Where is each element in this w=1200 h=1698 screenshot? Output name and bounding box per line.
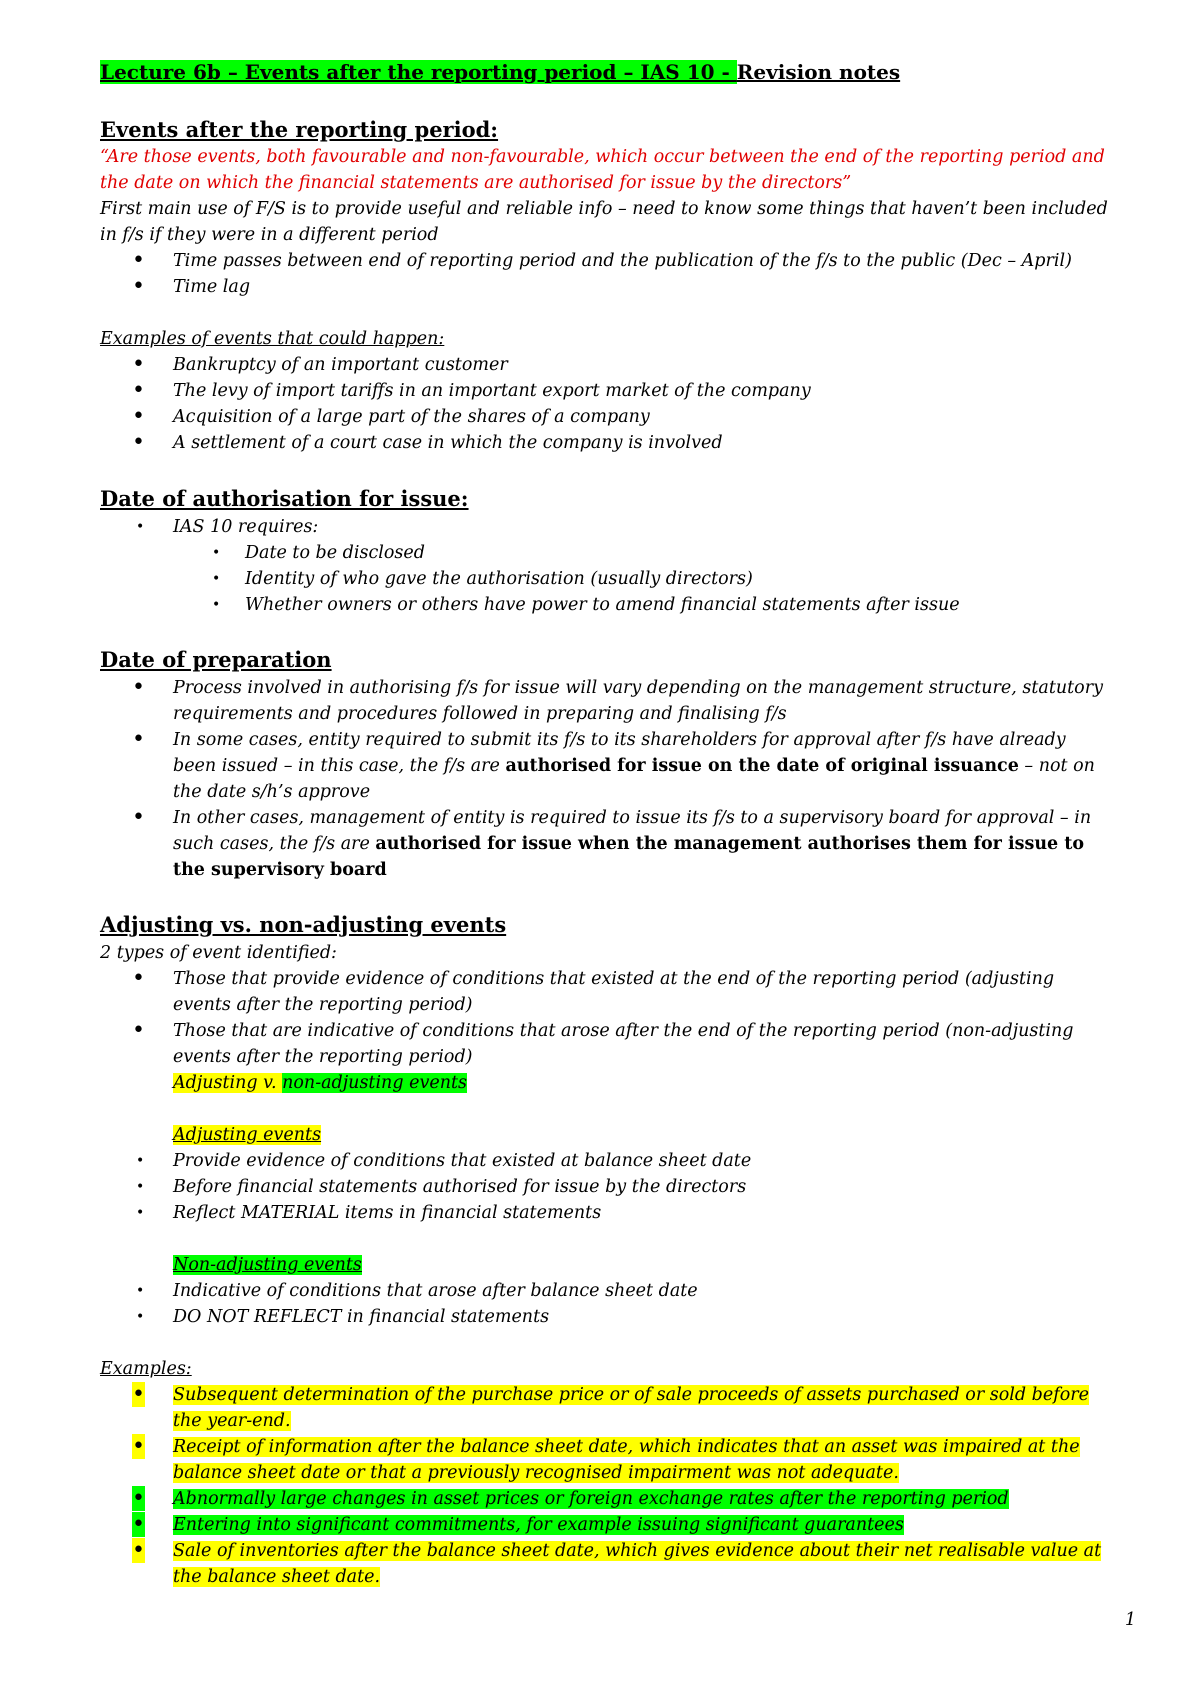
bullet-icon: • [136,1153,145,1169]
bullet-icon [132,1513,145,1537]
list-item: DO NOT REFLECT in financial statements [173,1307,550,1327]
list-item: The levy of import tariffs in an important export market of the company [173,381,811,401]
bullet-icon: • [132,1382,145,1407]
bullet-icon: • [132,1018,145,1043]
examples-label: Examples of events that could happen: [100,329,445,349]
page-number: 1 [1124,1610,1136,1630]
list-item [173,1487,1009,1511]
adjusting-events-label [173,1123,321,1147]
highlight-yellow: the year-end. [173,1411,291,1431]
text-run: – not on [1018,756,1095,776]
bullet-icon: • [132,248,145,273]
list-item: In other cases, management of entity is required to issue its f/s to a supervisory board for approval – in [173,808,1092,828]
highlight-yellow: Receipt of information after the balance sheet date, which indicates that an asset was impaired at the [173,1437,1080,1457]
title-suffix: Revision notes [736,60,901,84]
highlight-green: Non-adjusting events [173,1255,362,1275]
bullet-icon: • [212,597,221,613]
list-item: Date to be disclosed [245,543,425,563]
highlight-green: non-adjusting events [282,1073,467,1093]
bullet-icon: • [132,378,145,403]
highlight-yellow: Sale of inventories after the balance sheet date, which gives evidence about their net realisable value at [173,1541,1102,1561]
list-item: Bankruptcy of an important customer [173,355,508,375]
bullet-icon: • [132,274,145,299]
list-item: Those that are indicative of conditions that arose after the end of the reporting period (non-adjusting [173,1021,1074,1041]
list-item-cont [173,1565,380,1589]
bullet-icon: • [132,352,145,377]
list-item: Reflect MATERIAL items in financial statements [173,1203,602,1223]
heading-adjusting-vs-non: Adjusting vs. non-adjusting events [100,912,507,937]
list-item: Indicative of conditions that arose after balance sheet date [173,1281,698,1301]
bullet-icon: • [132,805,145,830]
list-item [173,1383,1089,1407]
list-item: Process involved in authorising f/s for issue will vary depending on the management structure, statutory [173,678,1103,698]
bullet-icon [132,1383,145,1407]
list-item [173,1539,1101,1563]
list-item: A settlement of a court case in which the company is involved [173,433,723,453]
list-item: In some cases, entity required to submit its f/s to its shareholders for approval after f/s have already [173,730,1066,750]
paragraph-line2: in f/s if they were in a different period [100,225,439,245]
bullet-icon: • [132,966,145,991]
list-item-cont [173,1409,291,1433]
bullet-icon: • [136,519,145,535]
bullet-icon: • [136,1179,145,1195]
list-item: Acquisition of a large part of the shares of a company [173,407,650,427]
list-item-cont: events after the reporting period) [173,1047,473,1067]
list-item-cont: events after the reporting period) [173,995,473,1015]
heading-events-after: Events after the reporting period: [100,117,499,142]
bullet-icon: • [132,1434,145,1459]
list-item: Identity of who gave the authorisation (usually directors) [245,569,753,589]
page-title [100,60,900,86]
text-run: been issued – in this case, the f/s are [173,756,506,776]
bullet-icon: • [212,571,221,587]
highlight-green: Abnormally large changes in asset prices or foreign exchange rates after the reporting period [173,1489,1009,1509]
list-item: Whether owners or others have power to amend financial statements after issue [245,595,960,615]
bullet-icon: • [132,675,145,700]
highlight-yellow: Adjusting v. [173,1073,283,1093]
bullet-icon [132,1539,145,1563]
highlight-yellow: Subsequent determination of the purchase price or of sale proceeds of assets purchased or sold before [173,1385,1089,1405]
bullet-icon: • [132,1512,145,1537]
list-item-cont: the date s/h’s approve [173,782,371,802]
bullet-icon: • [132,727,145,752]
bullet-icon: • [136,1205,145,1221]
highlight-yellow: the balance sheet date. [173,1567,381,1587]
list-item: Time lag [173,277,251,297]
list-item: Before financial statements authorised for issue by the directors [173,1177,747,1197]
heading-date-authorisation: Date of authorisation for issue: [100,486,469,511]
list-item [173,1435,1080,1459]
paragraph-line1: First main use of F/S is to provide useful and reliable info – need to know some things that haven’t been included [100,199,1108,219]
text-run: such cases, the f/s are [173,834,376,854]
highlight-green: Entering into significant commitments, for example issuing significant guarantees [173,1515,904,1535]
list-item: Time passes between end of reporting period and the publication of the f/s to the public (Dec – April) [173,251,1072,271]
list-item [173,1513,904,1537]
list-item: IAS 10 requires: [173,517,319,537]
bullet-icon: • [136,1309,145,1325]
bullet-icon: • [212,545,221,561]
bullet-icon: • [132,1486,145,1511]
list-item-cont [173,832,1084,856]
bullet-icon: • [132,1538,145,1563]
bullet-icon: • [132,404,145,429]
list-item-cont: requirements and procedures followed in preparing and finalising f/s [173,704,787,724]
list-item-cont [173,1461,899,1485]
highlight-yellow: Adjusting events [173,1125,322,1145]
adjusting-vs-label [173,1071,467,1095]
bold-text: the supervisory board [173,860,387,880]
bullet-icon: • [132,430,145,455]
list-item: Those that provide evidence of conditions that existed at the end of the reporting period (adjusting [173,969,1055,989]
bold-text: authorised for issue when the management authorises them for issue to [375,834,1085,854]
non-adjusting-events-label [173,1253,362,1277]
bullet-icon [132,1435,145,1459]
examples-label: Examples: [100,1359,192,1379]
paragraph: 2 types of event identified: [100,943,337,963]
definition-quote-line2: the date on which the financial statements are authorised for issue by the directors” [100,173,852,193]
list-item-cont [173,754,1095,778]
bullet-icon [132,1487,145,1511]
title-main: Lecture 6b – Events after the reporting period – IAS 10 - [100,60,737,84]
highlight-yellow: balance sheet date or that a previously recognised impairment was not adequate. [173,1463,899,1483]
list-item: Provide evidence of conditions that existed at balance sheet date [173,1151,752,1171]
definition-quote-line1: “Are those events, both favourable and non-favourable, which occur between the end of the reporting period and [100,147,1105,167]
heading-date-preparation: Date of preparation [100,647,332,672]
bullet-icon: • [136,1283,145,1299]
bold-text: authorised for issue on the date of original issuance [505,756,1019,776]
